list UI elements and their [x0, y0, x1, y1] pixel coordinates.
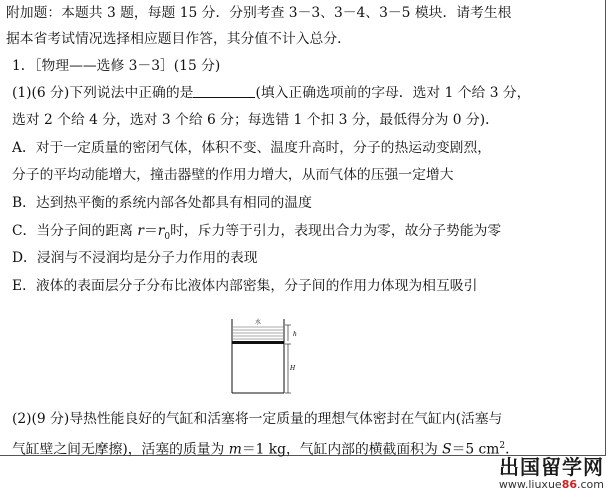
intro-line-2: 据本省考试情况选择相应题目作答，其分值不计入总分． [6, 31, 351, 47]
watermark-url-number: 86 [561, 478, 577, 491]
option-d: D．浸润与不浸润均是分子力作用的表现 [12, 250, 258, 266]
option-c-eq: ＝ [143, 223, 158, 239]
question-1-header: 1．［物理——选修 3－3］(15 分) [12, 58, 221, 74]
part-2-superscript: 2 [499, 441, 506, 451]
watermark-title: 出国留学网 [499, 455, 604, 479]
option-c-var-r: r [137, 223, 144, 239]
site-watermark [474, 456, 604, 492]
part-1-line-2: 选对 2 个给 4 分，选对 3 个给 6 分；每选错 1 个扣 3 分，最低得分为 0 分)． [12, 112, 499, 128]
watermark-url-suffix: .com [577, 478, 604, 491]
part-1-suffix: (填入正确选项前的字母．选对 1 个给 3 分， [255, 85, 531, 101]
part-2-var-S: S [442, 441, 452, 458]
part-2-end: ． [505, 441, 519, 458]
part-2-prefix: 气缸壁之间无摩擦)，活塞的质量为 [12, 441, 229, 458]
watermark-url-prefix: www.liuxue [498, 478, 562, 491]
part-2-var-m: m [228, 441, 242, 458]
part-2-mid: ＝1 kg，气缸内部的横截面积为 [241, 441, 443, 458]
part-2-line-2 [12, 436, 519, 460]
option-a-line-2: 分子的平均动能增大，撞击器壁的作用力增大，从而气体的压强一定增大 [12, 167, 454, 183]
option-c [12, 221, 501, 247]
H-label: H [290, 365, 296, 372]
part-1-prefix: (1)(6 分)下列说法中正确的是 [12, 85, 194, 101]
option-b: B．达到热平衡的系统内部各处都具有相同的温度 [12, 195, 312, 211]
answer-blank [193, 83, 255, 98]
option-c-subscript: 0 [164, 231, 171, 242]
part-2-line-1: (2)(9 分)导热性能良好的气缸和活塞将一定质量的理想气体密封在气缸内(活塞与 [12, 411, 503, 427]
option-a-line-1: A．对于一定质量的密闭气体，体积不变、温度升高时，分子的热运动变剧烈， [12, 140, 492, 156]
option-e: E．液体的表面层分子分布比液体内部密集，分子间的作用力体现为相互吸引 [12, 278, 478, 294]
option-c-prefix: C．当分子间的距离 [12, 223, 138, 239]
water-layer [233, 327, 283, 339]
water-label: 水 [254, 319, 262, 326]
piston [232, 341, 284, 344]
cylinder-diagram [224, 315, 296, 397]
watermark-url [474, 478, 604, 491]
part-1-line-1 [12, 83, 530, 103]
option-c-suffix: 时，斥力等于引力，表现出合力为零，故分子势能为零 [170, 223, 502, 239]
part-2-suffix: ＝5 cm [451, 441, 500, 458]
option-c-var-r0: r [157, 223, 165, 239]
h-label: h [293, 331, 297, 338]
intro-line-1: 附加题：本题共 3 题，每题 15 分．分别考查 3－3、3－4、3－5 模块．请考生根 [6, 5, 512, 21]
